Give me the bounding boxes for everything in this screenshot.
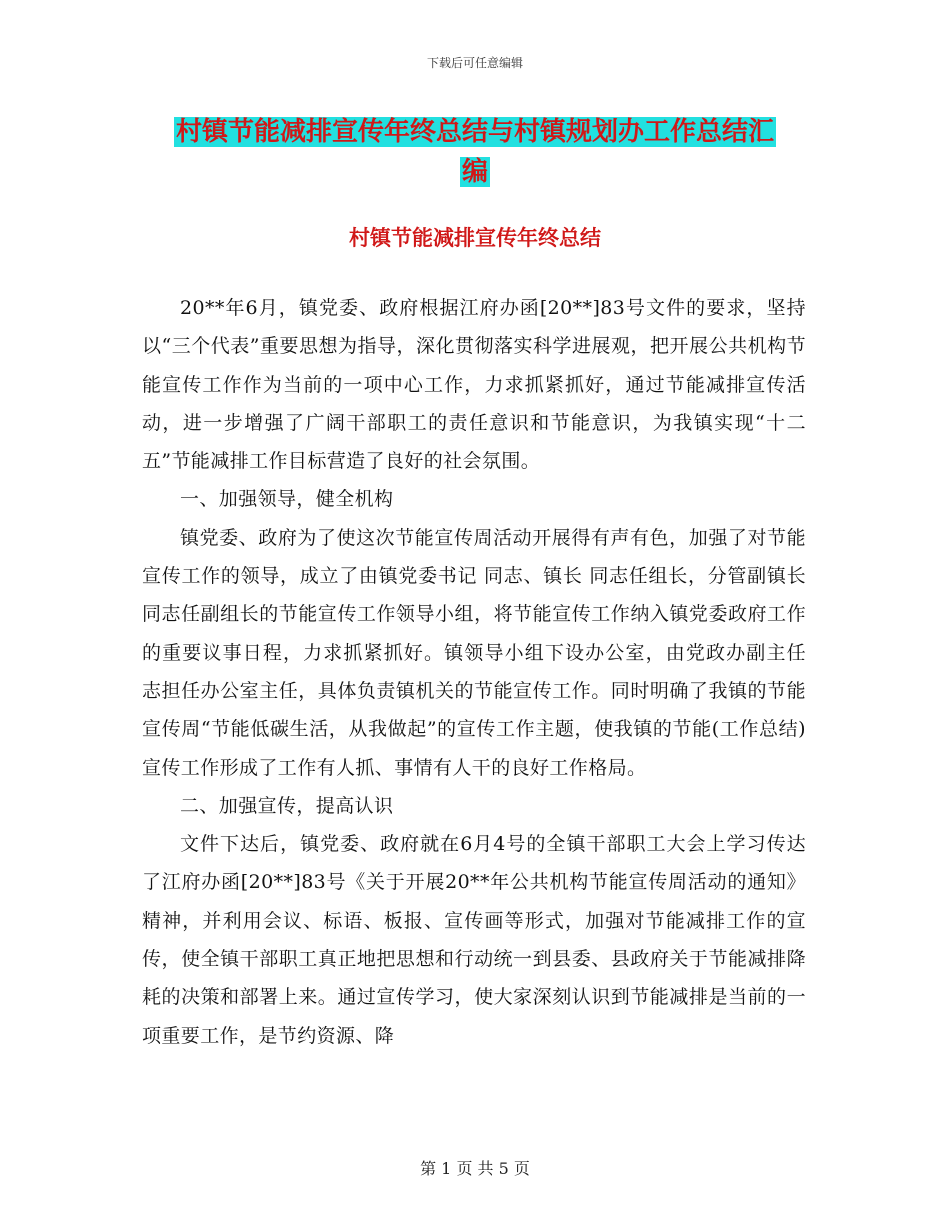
paragraph-publicity: 文件下达后，镇党委、政府就在6月4号的全镇干部职工大会上学习传达了江府办函[20**]83号《关于开展20**年公共机构节能宣传周活动的通知》精神，并利用会议、标语、板报、宣传画等形式，加强对节能减排工作的宣传，使全镇干部职工真正地把思想和行动统一到县委、县政府关于节能减排降耗的决策和部署上来。通过宣传学习，使大家深刻认识到节能减排是当前的一项重要工作，是节约资源、降 <box>142 833 806 1047</box>
paragraph-intro: 20**年6月，镇党委、政府根据江府办函[20**]83号文件的要求，坚持以“三个代表”重要思想为指导，深化贯彻落实科学进展观，把开展公共机构节能宣传工作作为当前的一项中心工作，力求抓紧抓好，通过节能减排宣传活动，进一步增强了广阔干部职工的责任意识和节能意识，为我镇实现“十二五”节能减排工作目标营造了良好的社会氛围。 <box>142 297 806 473</box>
document-title <box>140 112 810 192</box>
heading-strengthen-leadership: 一、加强领导，健全机构 <box>180 488 394 511</box>
header-note: 下载后可任意编辑 <box>426 56 523 70</box>
document-title-line1: 村镇节能减排宣传年终总结与村镇规划办工作总结汇 <box>175 117 774 147</box>
section-title: 村镇节能减排宣传年终总结 <box>349 226 601 250</box>
heading-strengthen-publicity: 二、加强宣传，提高认识 <box>180 794 394 817</box>
body-text <box>142 289 806 1055</box>
paragraph-leadership: 镇党委、政府为了使这次节能宣传周活动开展得有声有色，加强了对节能宣传工作的领导，成立了由镇党委书记 同志、镇长 同志任组长，分管副镇长 同志任副组长的节能宣传工作领导小组，将节能宣传工作纳入镇党委政府工作的重要议事日程，力求抓紧抓好。镇领导小组下设办公室，由党政办副主任 志担任办公室主任，具体负责镇机关的节能宣传工作。同时明确了我镇的节能宣传周“节能低碳生活，从我做起”的宣传工作主题，使我镇的节能(工作总结)宣传工作形成了工作有人抓、事情有人干的良好工作格局。 <box>142 526 806 779</box>
document-title-line2: 编 <box>461 157 488 187</box>
page-number-footer: 第 1 页 共 5 页 <box>420 1159 530 1178</box>
